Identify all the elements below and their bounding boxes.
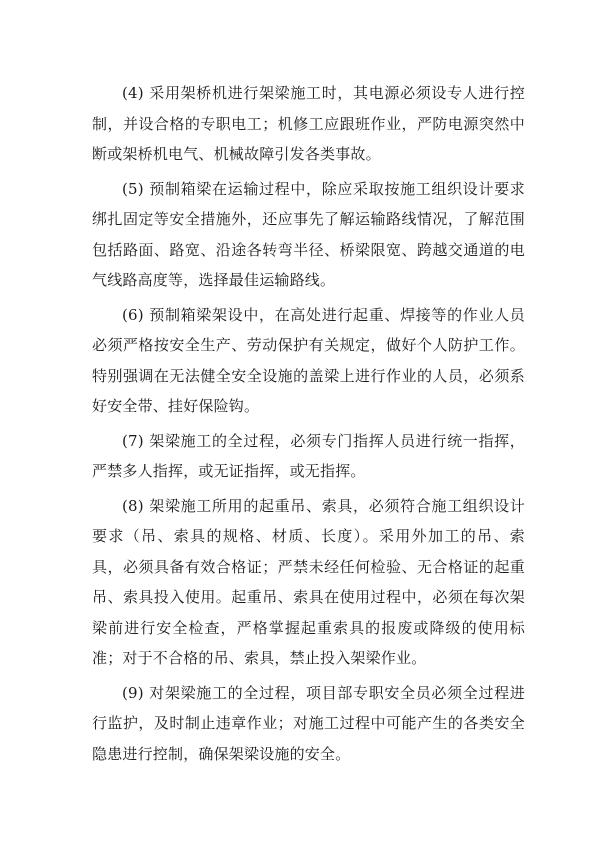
paragraph-7: (7) 架梁施工的全过程，必须专门指挥人员进行统一指挥，严禁多人指挥，或无证指挥，或无指挥。 [92, 431, 525, 480]
document-body [92, 78, 525, 773]
paragraph-5: (5) 预制箱梁在运输过程中，除应采取按施工组织设计要求绑扎固定等安全措施外，还应事先了解运输路线情况，了解范围包括路面、路宽、沿途各转弯半径、桥梁限宽、跨越交通道的电气线路高度等，选择最佳运输路线。 [92, 179, 525, 289]
paragraph-9: (9) 对架梁施工的全过程，项目部专职安全员必须全过程进行监护，及时制止违章作业；对施工过程中可能产生的各类安全隐患进行控制，确保架梁设施的安全。 [92, 683, 525, 763]
paragraph-8: (8) 架梁施工所用的起重吊、索具，必须符合施工组织设计要求（吊、索具的规格、材质、长度）。采用外加工的吊、索具，必须具备有效合格证；严禁未经任何检验、无合格证的起重吊、索具投入使用。起重吊、索具在使用过程中，必须在每次架梁前进行安全检查，严格掌握起重索具的报废或降级的使用标准；对于不合格的吊、索具，禁止投入架梁作业。 [92, 496, 525, 667]
paragraph-6: (6) 预制箱梁架设中，在高处进行起重、焊接等的作业人员必须严格按安全生产、劳动保护有关规定，做好个人防护工作。特别强调在无法健全安全设施的盖梁上进行作业的人员，必须系好安全带、挂好保险钩。 [92, 305, 525, 415]
paragraph-4: (4) 采用架桥机进行架梁施工时，其电源必须设专人进行控制，并设合格的专职电工；机修工应跟班作业，严防电源突然中断或架桥机电气、机械故障引发各类事故。 [92, 84, 525, 163]
